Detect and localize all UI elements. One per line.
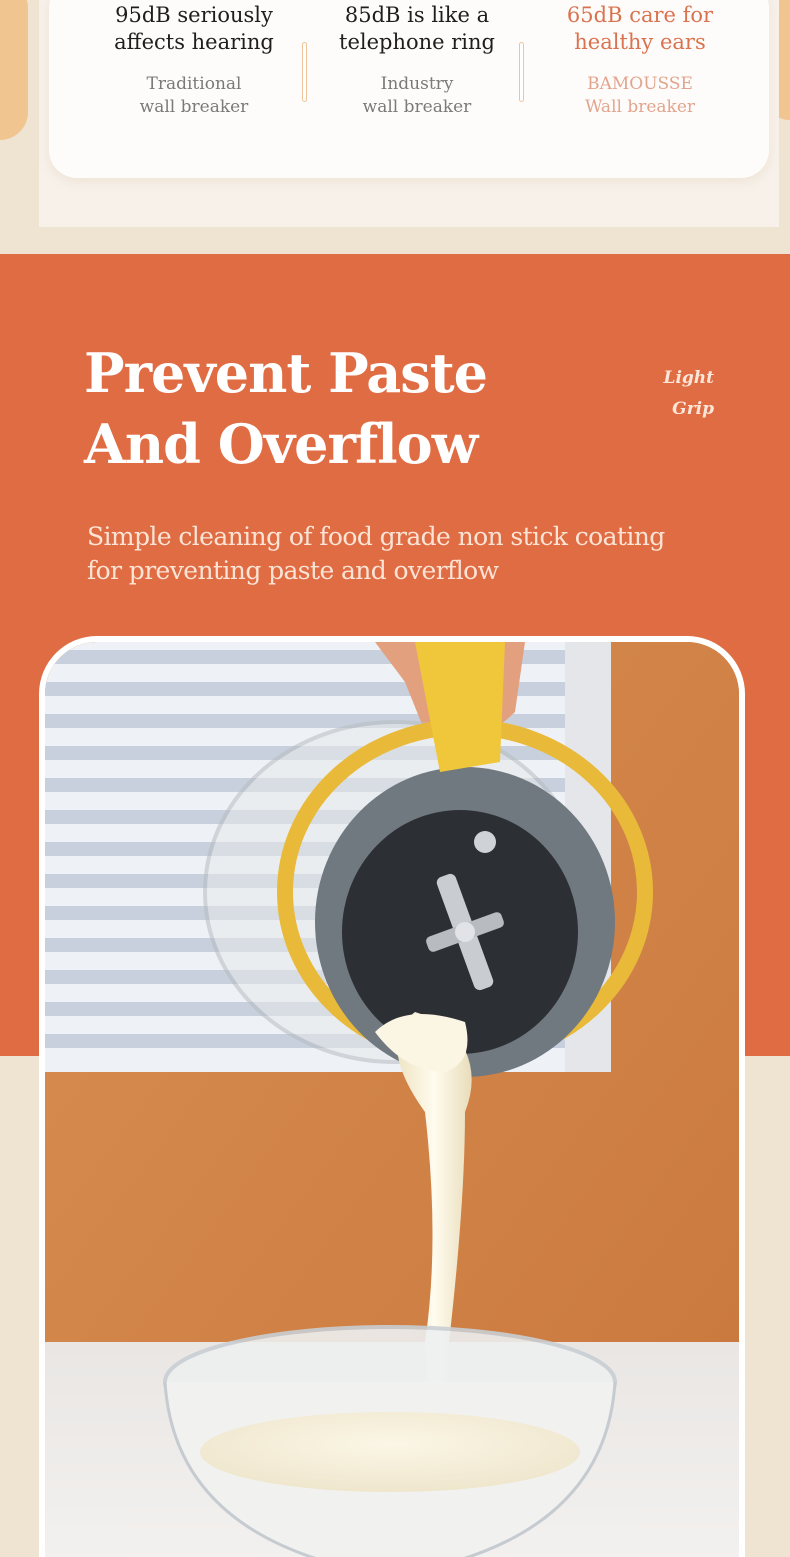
comparison-panel <box>39 0 779 227</box>
feature-title: Prevent Paste And Overflow <box>84 341 487 476</box>
side-note <box>640 363 740 425</box>
noise-level-headline: 85dB is like a telephone ring <box>339 3 495 54</box>
breaker-type-label: Traditional wall breaker <box>139 74 249 117</box>
side-note-line: Light <box>663 368 714 388</box>
column-divider <box>519 42 524 102</box>
product-photo-frame <box>39 636 745 1557</box>
breaker-type-label: Industry wall breaker <box>362 74 472 117</box>
comparison-item-industry <box>307 2 527 119</box>
noise-level-headline: 65dB care for healthy ears <box>566 3 714 54</box>
side-note-line: Grip <box>672 399 714 419</box>
photo-illustration <box>45 642 739 1557</box>
breaker-type-label: BAMOUSSE Wall breaker <box>584 74 696 117</box>
noise-comparison-section <box>0 0 790 254</box>
comparison-item-bamousse <box>530 2 750 119</box>
noise-level-headline: 95dB seriously affects hearing <box>114 3 274 54</box>
blender-pouring-milk-photo <box>45 642 739 1557</box>
feature-description: Simple cleaning of food grade non stick coating for preventing paste and overflow <box>87 522 665 585</box>
comparison-card <box>49 0 769 178</box>
decorative-side-tab <box>0 0 28 140</box>
comparison-item-traditional <box>84 2 304 119</box>
